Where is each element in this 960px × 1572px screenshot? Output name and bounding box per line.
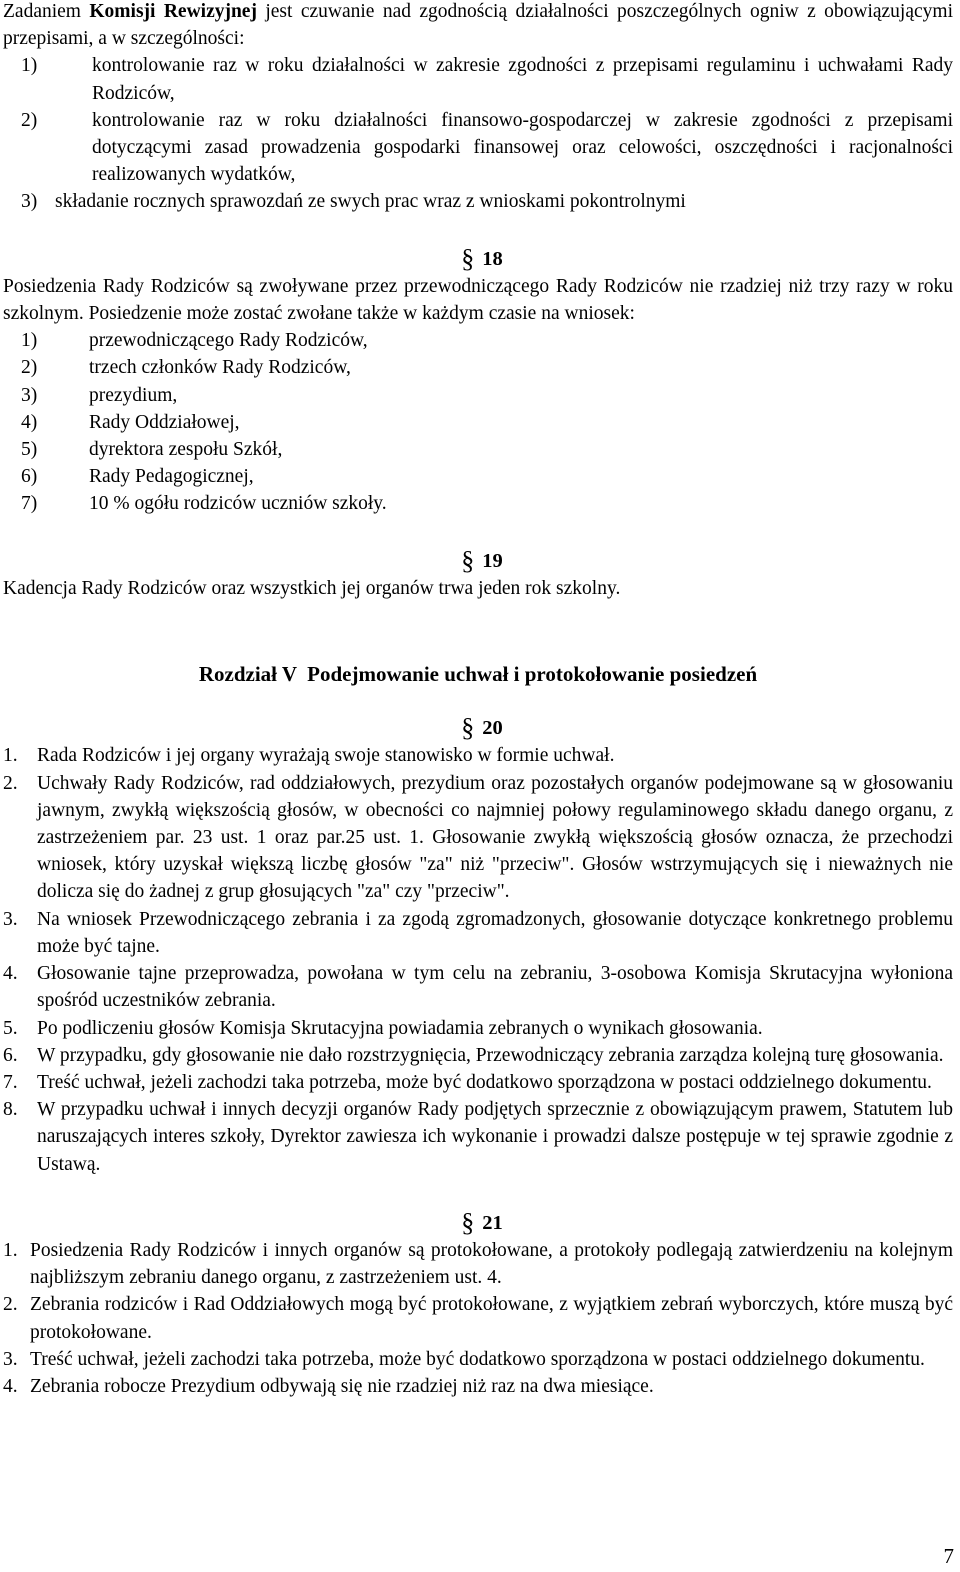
section-symbol: § — [461, 1207, 475, 1237]
section-number: 18 — [482, 247, 503, 270]
list-item-number: 1) — [21, 330, 38, 352]
list-item-text: Rady Oddziałowej, — [89, 411, 240, 433]
section-symbol: § — [461, 713, 475, 743]
list-item — [3, 906, 953, 960]
list-item — [3, 742, 953, 769]
list-item — [3, 188, 953, 215]
list-item-number: 3. — [3, 908, 18, 930]
list-item-number: 2) — [21, 109, 38, 131]
intro-lead: Zadaniem — [3, 1, 90, 22]
list-item-number: 5. — [3, 1017, 18, 1039]
list-item-text: składanie rocznych sprawozdań ze swych prac wraz z wnioskami pokontrolnymi — [55, 191, 686, 213]
list-item-number: 4. — [3, 1375, 18, 1397]
list-item-text: dyrektora zespołu Szkół, — [89, 439, 283, 461]
list-item-text: kontrolowanie raz w roku działalności w zakresie zgodności z przepisami regulaminu i uchwałami Rady Rodziców, — [92, 55, 953, 104]
section-number: 20 — [482, 717, 503, 740]
list-item — [3, 1042, 953, 1069]
list-item-number: 2. — [3, 1294, 18, 1316]
list-item-number: 4) — [21, 411, 38, 433]
section-21-heading — [3, 1209, 953, 1237]
list-item-text: Na wniosek Przewodniczącego zebrania i za zgodą zgromadzonych, głosowanie dotyczące konkretnego problemu może być tajne. — [37, 908, 953, 957]
list-item — [3, 382, 953, 409]
list-item — [3, 52, 953, 106]
list-item-text: przewodniczącego Rady Rodziców, — [89, 330, 368, 352]
section-19-heading — [3, 547, 953, 575]
section-20-heading — [3, 714, 953, 742]
list-item-number: 6) — [21, 466, 38, 488]
chapter-title: Rozdział V Podejmowanie uchwał i protokołowanie posiedzeń — [198, 662, 758, 687]
list-item-number: 1) — [21, 55, 38, 77]
list-item-text: 10 % ogółu rodziców uczniów szkoły. — [89, 493, 387, 515]
list-item-text: kontrolowanie raz w roku działalności finansowo-gospodarczej w zakresie zgodności z przepisami dotyczącymi zasad prowadzenia gospodarki finansowej oraz celowości, oszczędności i racjonalności realizowanych wydatków, — [92, 109, 953, 186]
list-item-text: Treść uchwał, jeżeli zachodzi taka potrzeba, może być dodatkowo sporządzona w postaci oddzielnego dokumentu. — [30, 1348, 925, 1370]
list-item-number: 2. — [3, 772, 18, 794]
list-item — [3, 1373, 953, 1400]
list-item — [3, 107, 953, 189]
list-item — [3, 1346, 953, 1373]
section-symbol: § — [461, 545, 475, 575]
list-item-text: Rada Rodziców i jej organy wyrażają swoje stanowisko w formie uchwał. — [37, 745, 615, 767]
intro-lead-rest: jest czuwanie nad zgodnością działalności poszczególnych ogniw z obowiązującymi przepisami, a w szczególności: — [3, 1, 953, 50]
list-item-number: 5) — [21, 439, 38, 461]
list-item-number: 1. — [3, 745, 18, 767]
list-item — [3, 1069, 953, 1096]
list-item — [3, 770, 953, 906]
list-item — [3, 436, 953, 463]
list-item-number: 3) — [21, 384, 38, 406]
list-item — [3, 354, 953, 381]
list-item-text: prezydium, — [89, 384, 178, 406]
section-18-heading — [3, 245, 953, 273]
list-item-number: 6. — [3, 1044, 18, 1066]
list-item-number: 4. — [3, 963, 18, 985]
intro-paragraph — [3, 0, 953, 52]
list-item — [3, 1096, 953, 1178]
list-item-text: Głosowanie tajne przeprowadza, powołana w tym celu na zebraniu, 3-osobowa Komisja Skrutacyjna wyłoniona spośród uczestników zebrania. — [37, 963, 953, 1012]
list-item-number: 8. — [3, 1099, 18, 1121]
section-18-text: Posiedzenia Rady Rodziców są zwoływane przez przewodniczącego Rady Rodziców nie rzadziej niż trzy razy w roku szkolnym. Posiedzenie może zostać zwołane także w każdym czasie na wniosek: — [3, 275, 953, 325]
section-number: 21 — [482, 1211, 503, 1234]
list-item — [3, 1015, 953, 1042]
list-item-number: 3. — [3, 1348, 18, 1370]
list-item-text: Po podliczeniu głosów Komisja Skrutacyjna powiadamia zebranych o wynikach głosowania. — [37, 1017, 763, 1039]
document-page — [3, 0, 953, 1400]
list-item-text: trzech członków Rady Rodziców, — [89, 357, 351, 379]
list-item — [3, 960, 953, 1014]
list-item-text: W przypadku, gdy głosowanie nie dało rozstrzygnięcia, Przewodniczący zebrania zarządza kolejną turę głosowania. — [37, 1044, 944, 1066]
list-item — [3, 490, 953, 517]
list-item-text: Uchwały Rady Rodziców, rad oddziałowych, prezydium oraz pozostałych organów podejmowane są w głosowaniu jawnym, zwykłą większością głosów, w obecności co najmniej połowy regulaminowego składu danego organu, z zastrzeżeniem par. 23 ust. 1 oraz par.25 ust. 1. Głosowanie zwykłą większością głosów oznacza, że przechodzi wniosek, który uzyskał większą liczbę głosów "za" niż "przeciw". Głosów wstrzymujących się i nieważnych nie dolicza się do żadnej z grup głosujących "za" czy "przeciw". — [37, 772, 953, 903]
list-item-number: 1. — [3, 1239, 18, 1261]
list-item-number: 2) — [21, 357, 38, 379]
list-item-text: Rady Pedagogicznej, — [89, 466, 254, 488]
list-item — [3, 1291, 953, 1345]
list-item — [3, 463, 953, 490]
section-symbol: § — [461, 243, 475, 273]
list-item-number: 7. — [3, 1071, 18, 1093]
section-19-text: Kadencja Rady Rodziców oraz wszystkich jej organów trwa jeden rok szkolny. — [3, 577, 621, 599]
list-item-text: Zebrania rodziców i Rad Oddziałowych mogą być protokołowane, z wyjątkiem zebrań wyborczych, które muszą być protokołowane. — [30, 1294, 953, 1343]
list-item-number: 7) — [21, 493, 38, 515]
list-item — [3, 327, 953, 354]
list-item-text: Posiedzenia Rady Rodziców i innych organów są protokołowane, a protokoły podlegają zatwierdzeniu na kolejnym najbliższym zebraniu danego organu, z zastrzeżeniem ust. 4. — [30, 1239, 953, 1289]
intro-lead-bold: Komisji Rewizyjnej — [89, 1, 257, 22]
section-number: 19 — [482, 549, 503, 572]
list-item — [3, 409, 953, 436]
list-item-text: Zebrania robocze Prezydium odbywają się nie rzadziej niż raz na dwa miesiące. — [30, 1375, 654, 1397]
list-item-text: Treść uchwał, jeżeli zachodzi taka potrzeba, może być dodatkowo sporządzona w postaci oddzielnego dokumentu. — [37, 1071, 932, 1093]
list-item-number: 3) — [21, 191, 38, 213]
page-number: 7 — [943, 1544, 954, 1568]
list-item-text: W przypadku uchwał i innych decyzji organów Rady podjętych sprzecznie z obowiązującym prawem, Statutem lub naruszających interes szkoły, Dyrektor zawiesza ich wykonanie i prowadzi dalsze postępuje w tej sprawie zgodnie z Ustawą. — [37, 1099, 953, 1175]
list-item — [3, 1237, 953, 1291]
